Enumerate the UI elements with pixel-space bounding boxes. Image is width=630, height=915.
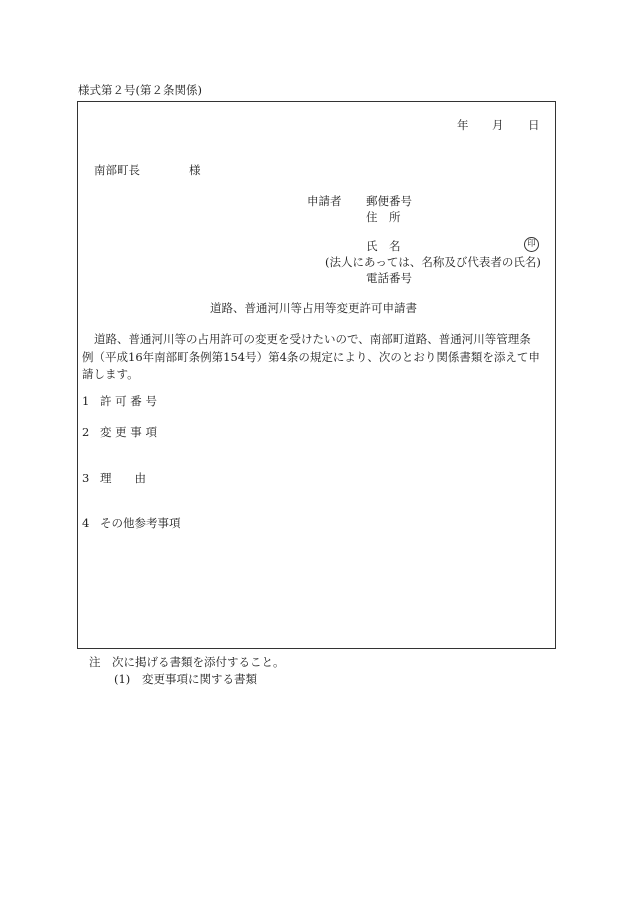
item-1-label: 許 可 番 号	[100, 394, 157, 408]
name-label: 氏 名	[366, 239, 401, 253]
item-1-number: 1	[82, 394, 90, 408]
addressee-honorific: 様	[189, 163, 201, 177]
item-3-number: 3	[82, 471, 90, 485]
addressee-name: 南部町長	[94, 163, 140, 177]
date-day-label: 日	[528, 118, 540, 132]
note-label: 注	[89, 655, 101, 669]
item-3-label: 理 由	[100, 471, 146, 485]
document-title: 道路、普通河川等占用等変更許可申請書	[210, 301, 417, 315]
postal-code-label: 郵便番号	[366, 194, 412, 208]
item-2-number: 2	[82, 425, 90, 439]
applicant-label: 申請者	[307, 194, 342, 208]
item-2-label: 変 更 事 項	[100, 425, 157, 439]
note-item-number: (1)	[114, 672, 131, 686]
body-line: 道路、普通河川等の占用許可の変更を受けたいので、南部町道路、普通河川等管理条	[94, 332, 531, 346]
corporate-note: (法人にあっては、名称及び代表者の氏名)	[325, 255, 541, 269]
date-year-label: 年	[457, 118, 469, 132]
address-label: 住 所	[366, 210, 401, 224]
note-text: 次に掲げる書類を添付すること。	[112, 655, 285, 669]
phone-label: 電話番号	[366, 271, 412, 285]
item-4-number: 4	[82, 516, 90, 530]
date-month-label: 月	[492, 118, 504, 132]
body-paragraph	[82, 331, 552, 384]
item-4-label: その他参考事項	[100, 516, 181, 530]
seal-mark: 印	[524, 237, 539, 252]
body-line: 請します。	[82, 367, 139, 381]
body-line: 例（平成16年南部町条例第154号）第4条の規定により、次のとおり関係書類を添えて申	[82, 349, 540, 364]
note-item-text: 変更事項に関する書類	[142, 672, 257, 686]
form-number-header: 様式第２号(第２条関係)	[78, 83, 202, 97]
